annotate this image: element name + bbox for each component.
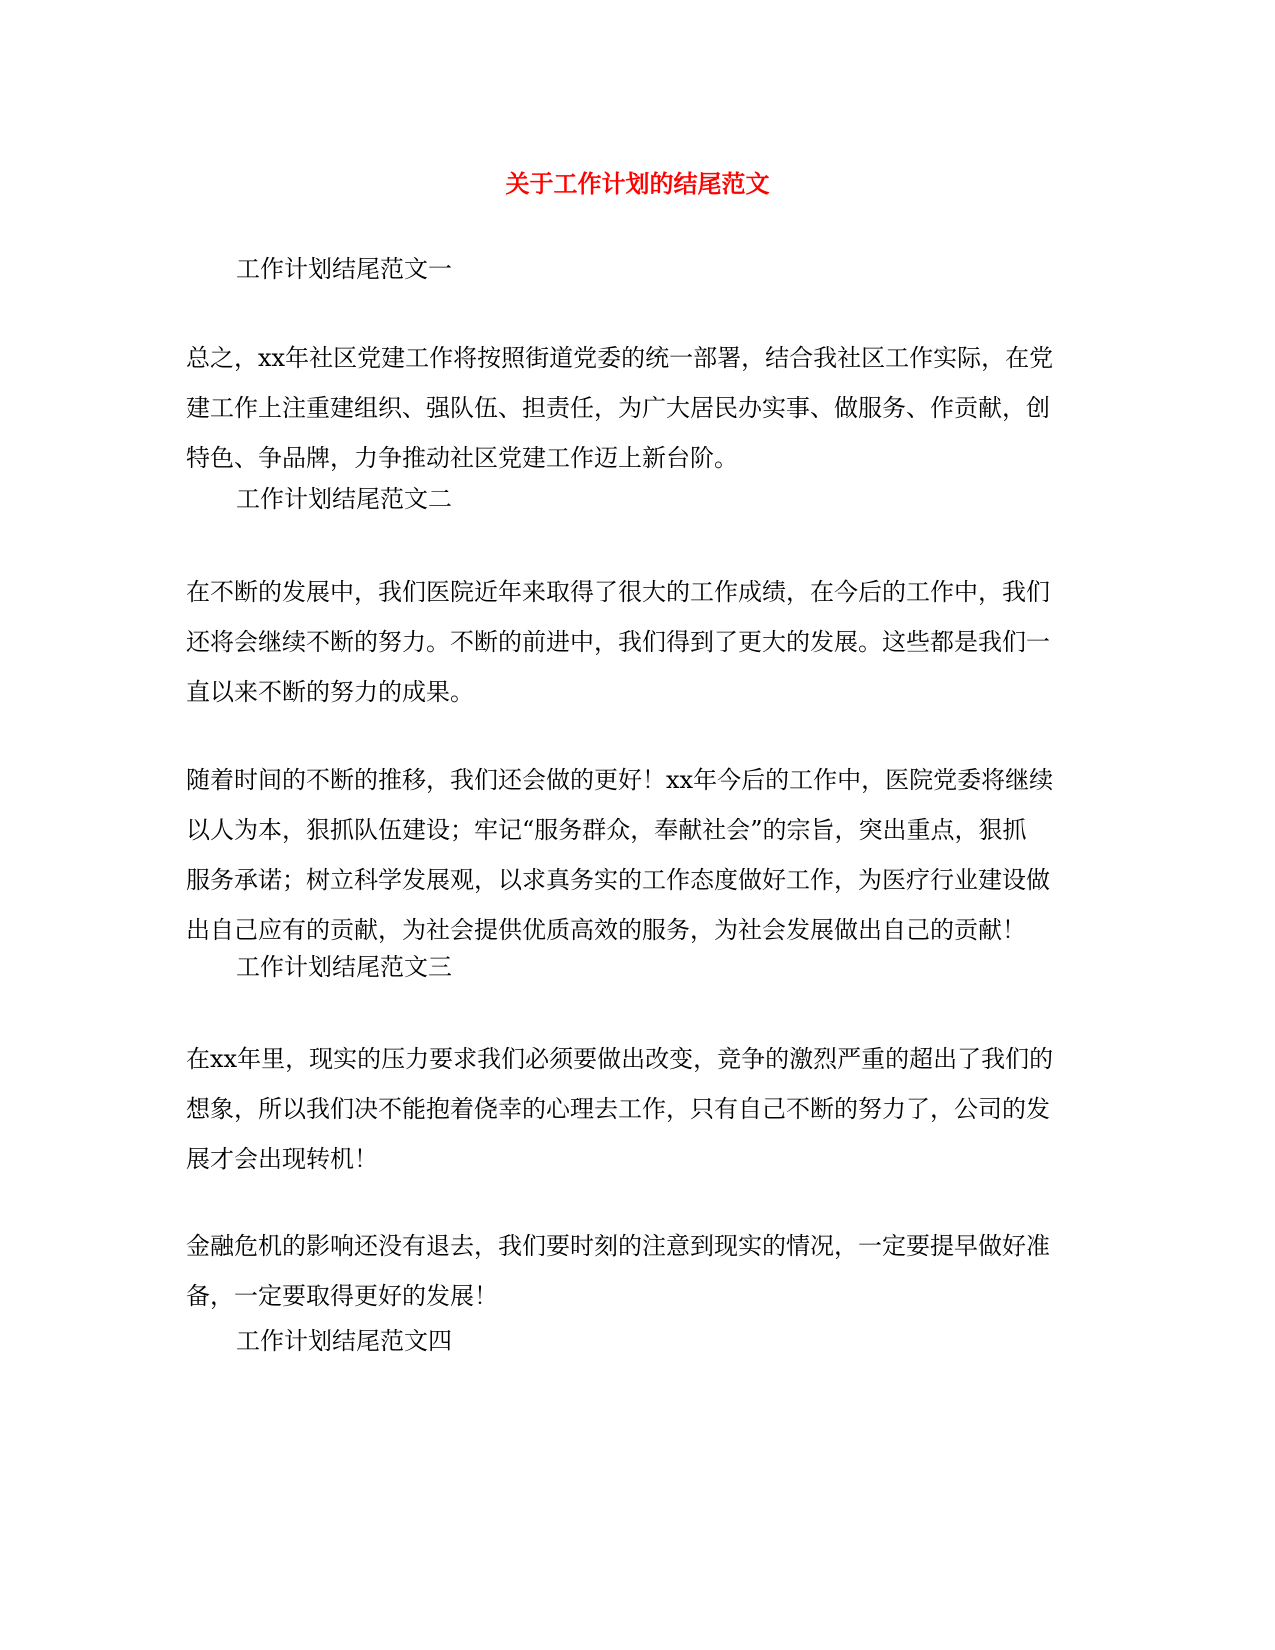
paragraph-line: 以人为本，狠抓队伍建设；牢记“服务群众，奉献社会”的宗旨，突出重点，狠抓 (186, 816, 1027, 844)
paragraph-line: 随着时间的不断的推移，我们还会做的更好！xx年今后的工作中，医院党委将继续 (186, 766, 1054, 794)
paragraph-line: 金融危机的影响还没有退去，我们要时刻的注意到现实的情况，一定要提早做好准 (186, 1232, 1050, 1260)
section-heading-2: 工作计划结尾范文二 (236, 485, 452, 513)
paragraph-line: 直以来不断的努力的成果。 (186, 678, 474, 706)
section-heading-3: 工作计划结尾范文三 (236, 953, 452, 981)
paragraph (186, 755, 1086, 955)
paragraph (186, 1221, 1086, 1321)
paragraph-line: 想象，所以我们决不能抱着侥幸的心理去工作，只有自己不断的努力了，公司的发 (186, 1095, 1050, 1123)
paragraph (186, 1034, 1086, 1184)
paragraph-line: 总之，xx年社区党建工作将按照街道党委的统一部署，结合我社区工作实际，在党 (186, 344, 1054, 372)
paragraph-line: 出自己应有的贡献，为社会提供优质高效的服务，为社会发展做出自己的贡献！ (186, 916, 1026, 944)
document-title: 关于工作计划的结尾范文 (505, 169, 770, 198)
paragraph-line: 建工作上注重建组织、强队伍、担责任，为广大居民办实事、做服务、作贡献，创 (186, 394, 1050, 422)
paragraph (186, 567, 1086, 717)
paragraph-line: 展才会出现转机！ (186, 1145, 378, 1173)
paragraph-line: 还将会继续不断的努力。不断的前进中，我们得到了更大的发展。这些都是我们一 (186, 628, 1050, 656)
paragraph (186, 333, 1086, 483)
section-heading-1: 工作计划结尾范文一 (236, 255, 452, 283)
paragraph-line: 备，一定要取得更好的发展！ (186, 1282, 498, 1310)
paragraph-line: 在xx年里，现实的压力要求我们必须要做出改变，竞争的激烈严重的超出了我们的 (186, 1045, 1054, 1073)
paragraph-line: 在不断的发展中，我们医院近年来取得了很大的工作成绩，在今后的工作中，我们 (186, 578, 1050, 606)
section-heading-4: 工作计划结尾范文四 (236, 1327, 452, 1355)
paragraph-line: 服务承诺；树立科学发展观，以求真务实的工作态度做好工作，为医疗行业建设做 (186, 866, 1050, 894)
paragraph-line: 特色、争品牌，力争推动社区党建工作迈上新台阶。 (186, 444, 738, 472)
